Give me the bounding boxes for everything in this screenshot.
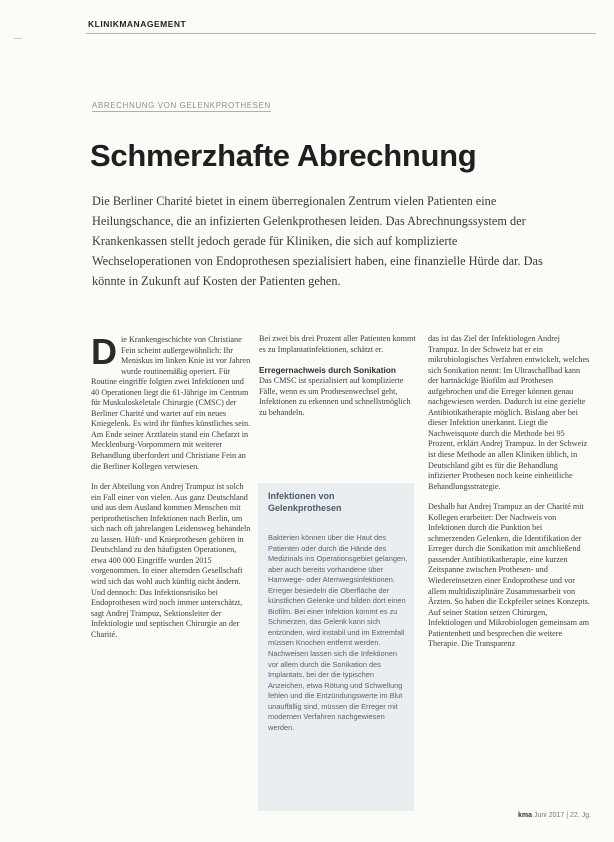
journal-name: kma (518, 812, 533, 819)
subheading: Erregernachweis durch Sonikation (259, 365, 396, 376)
page-footer (518, 812, 591, 819)
body-paragraph: In der Abteilung von Andrej Trampuz ist solch ein Fall einer von vielen. Aus ganz Deutschland und aus dem Ausland kommen Menschen mit periprothetischen Infektionen nach Berlin, um sich nach oft jahrelangen Leidensweg behandeln zu lassen. Hüft- und Knieprothesen gehören in Deutschland zu den häufigsten Operationen, etwa 400 000 Eingriffe wurden 2015 vorgenommen. In einer alternden Gesellschaft wird sich das wohl auch künftig nicht ändern. Und dennoch: Das Infektionsrisiko bei Endoprothesen wird noch immer unterschätzt, sagt Andrej Trampuz, Sektionsleiter der Infektiologie und septischen Chirurgie an der Charité. (91, 482, 251, 639)
body-paragraph: ie Krankengeschichte von Christiane Fein scheint außergewöhnlich: Ihr Meniskus im linken Knie ist vor Jahren wurde routinemäßig operiert. Für Routine eingriffe folgten zwei Infektionen und 40 Operationen liegt die 61-Jährige im Centrum für Muskuloskeletale Chirurgie (CMSC) der Berliner Charité und wartet auf ein neues Kniegelenk. Es wird ihr fünftes künstliches sein. Am Ende seiner Arztlatein stand ein Chefarzt in Mecklenburg-Vorpommern mit weiterer Behandlung überfordert und Christiane Fein an die Berliner Kollegen verwiesen. (91, 335, 251, 471)
body-paragraph: Das CMSC ist spezialisiert auf komplizierte Fälle, wenn es um Prothesenwechsel geht, Infektionen zu erkennen und schnellstmöglich zu behandeln. (259, 376, 411, 417)
drop-cap: D (91, 331, 117, 372)
column-1 (91, 331, 251, 650)
section-label: KLINIKMANAGEMENT (88, 19, 187, 29)
lead-paragraph: Die Berliner Charité bietet in einem überregionalen Zentrum vielen Patienten eine Heilungschance, die an infizierten Gelenkprothesen leiden. Das Abrechnungssystem der Krankenkassen stellt jedoch gerade für Kliniken, die sich auf komplizierte Wechseloperationen von Endoprothesen spezialisiert haben, eine finanzielle Hürde dar. Das könnte in Zukunft auf Kosten der Patienten gehen. (92, 194, 543, 288)
info-box-text: Bakterien können über die Haut des Patienten oder durch die Hände des Medizinals ins Operationsgebiet gelangen, aber auch bereits vorhandene über Harnwege- oder Atemwegsinfektionen. Erreger besiedeln die Oberfläche der künstlichen Gelenke und bilden dort einen Biofilm. Bei einer Infektion kommt es zu Schmerzen, das Gelenk kann sich entzünden, wird instabil und im Extremfall müssen Knochen entfernt werden. Nachweisen lassen sich die Infektionen vor allem durch die Sonikation des Implantats, bei der die typischen Anzeichen, etwa Rötung und Schwellung fehlen und die Entzündungswerte im Blut unauffällig sind, müssen die Erreger mit modernen Verfahren nachgewiesen werden. (268, 533, 408, 732)
kicker: ABRECHNUNG VON GELENKPROTHESEN (92, 101, 271, 110)
article-title: Schmerzhafte Abrechnung (90, 138, 477, 173)
column-2 (259, 334, 419, 428)
issue-info: Juni 2017 | 22. Jg. (533, 812, 592, 819)
body-paragraph: Bei zwei bis drei Prozent aller Patienten kommt es zu Implantatinfektionen, schätzt er. (259, 334, 416, 354)
crop-mark (14, 38, 22, 39)
info-box (258, 483, 414, 811)
body-paragraph: Deshalb hat Andrej Trampuz an der Charité mit Kollegen erarbeitet: Der Nachweis von Infektionen durch die Punktion bei schmerzenden Gelenken, die Identifikation der Erreger durch die Sonikation mit anschließend passender Antibiotikatherapie, eine kurzen Zeitspanne zwischen Prothesen- und Wiedereinsetzen einer Endoprothese und vor allem multidisziplinäre Zusammenarbeit von Ärzten. So haben die Eckpfeiler seines Konzepts. Auf seiner Station setzen Chirurgen, Infektiologen und Mikrobiologen gemeinsam am Patientenbett und besprechen die weitere Therapie. Die Transparenz (428, 502, 590, 649)
info-box-title: Infektionen von Gelenkprothesen (268, 491, 342, 513)
body-paragraph: das ist das Ziel der Infektiologen Andrej Trampuz. In der Schweiz hat er ein mikrobiologisches Verfahren entwickelt, welches sich Sonikation nennt: Im Ultraschallbad kann der hartnäckige Biofilm auf Prothesen aufgebrochen und die Erreger können genau nachgewiesen werden. Dadurch ist eine gezielte Antibiotikatherapie möglich. Bislang aber bei dieser Infektion unerkannt. Liegt die Nachweisquote durch die Methode bei 95 Prozent, erklärt Andrej Trampuz. In der Schweiz ist diese Methode an allen Kliniken üblich, in Deutschland gibt es für die Behandlung infizierter Prothesen noch keine einheitliche Behandlungsstrategie. (428, 334, 590, 491)
header-rule (86, 33, 596, 34)
column-3 (428, 334, 591, 660)
